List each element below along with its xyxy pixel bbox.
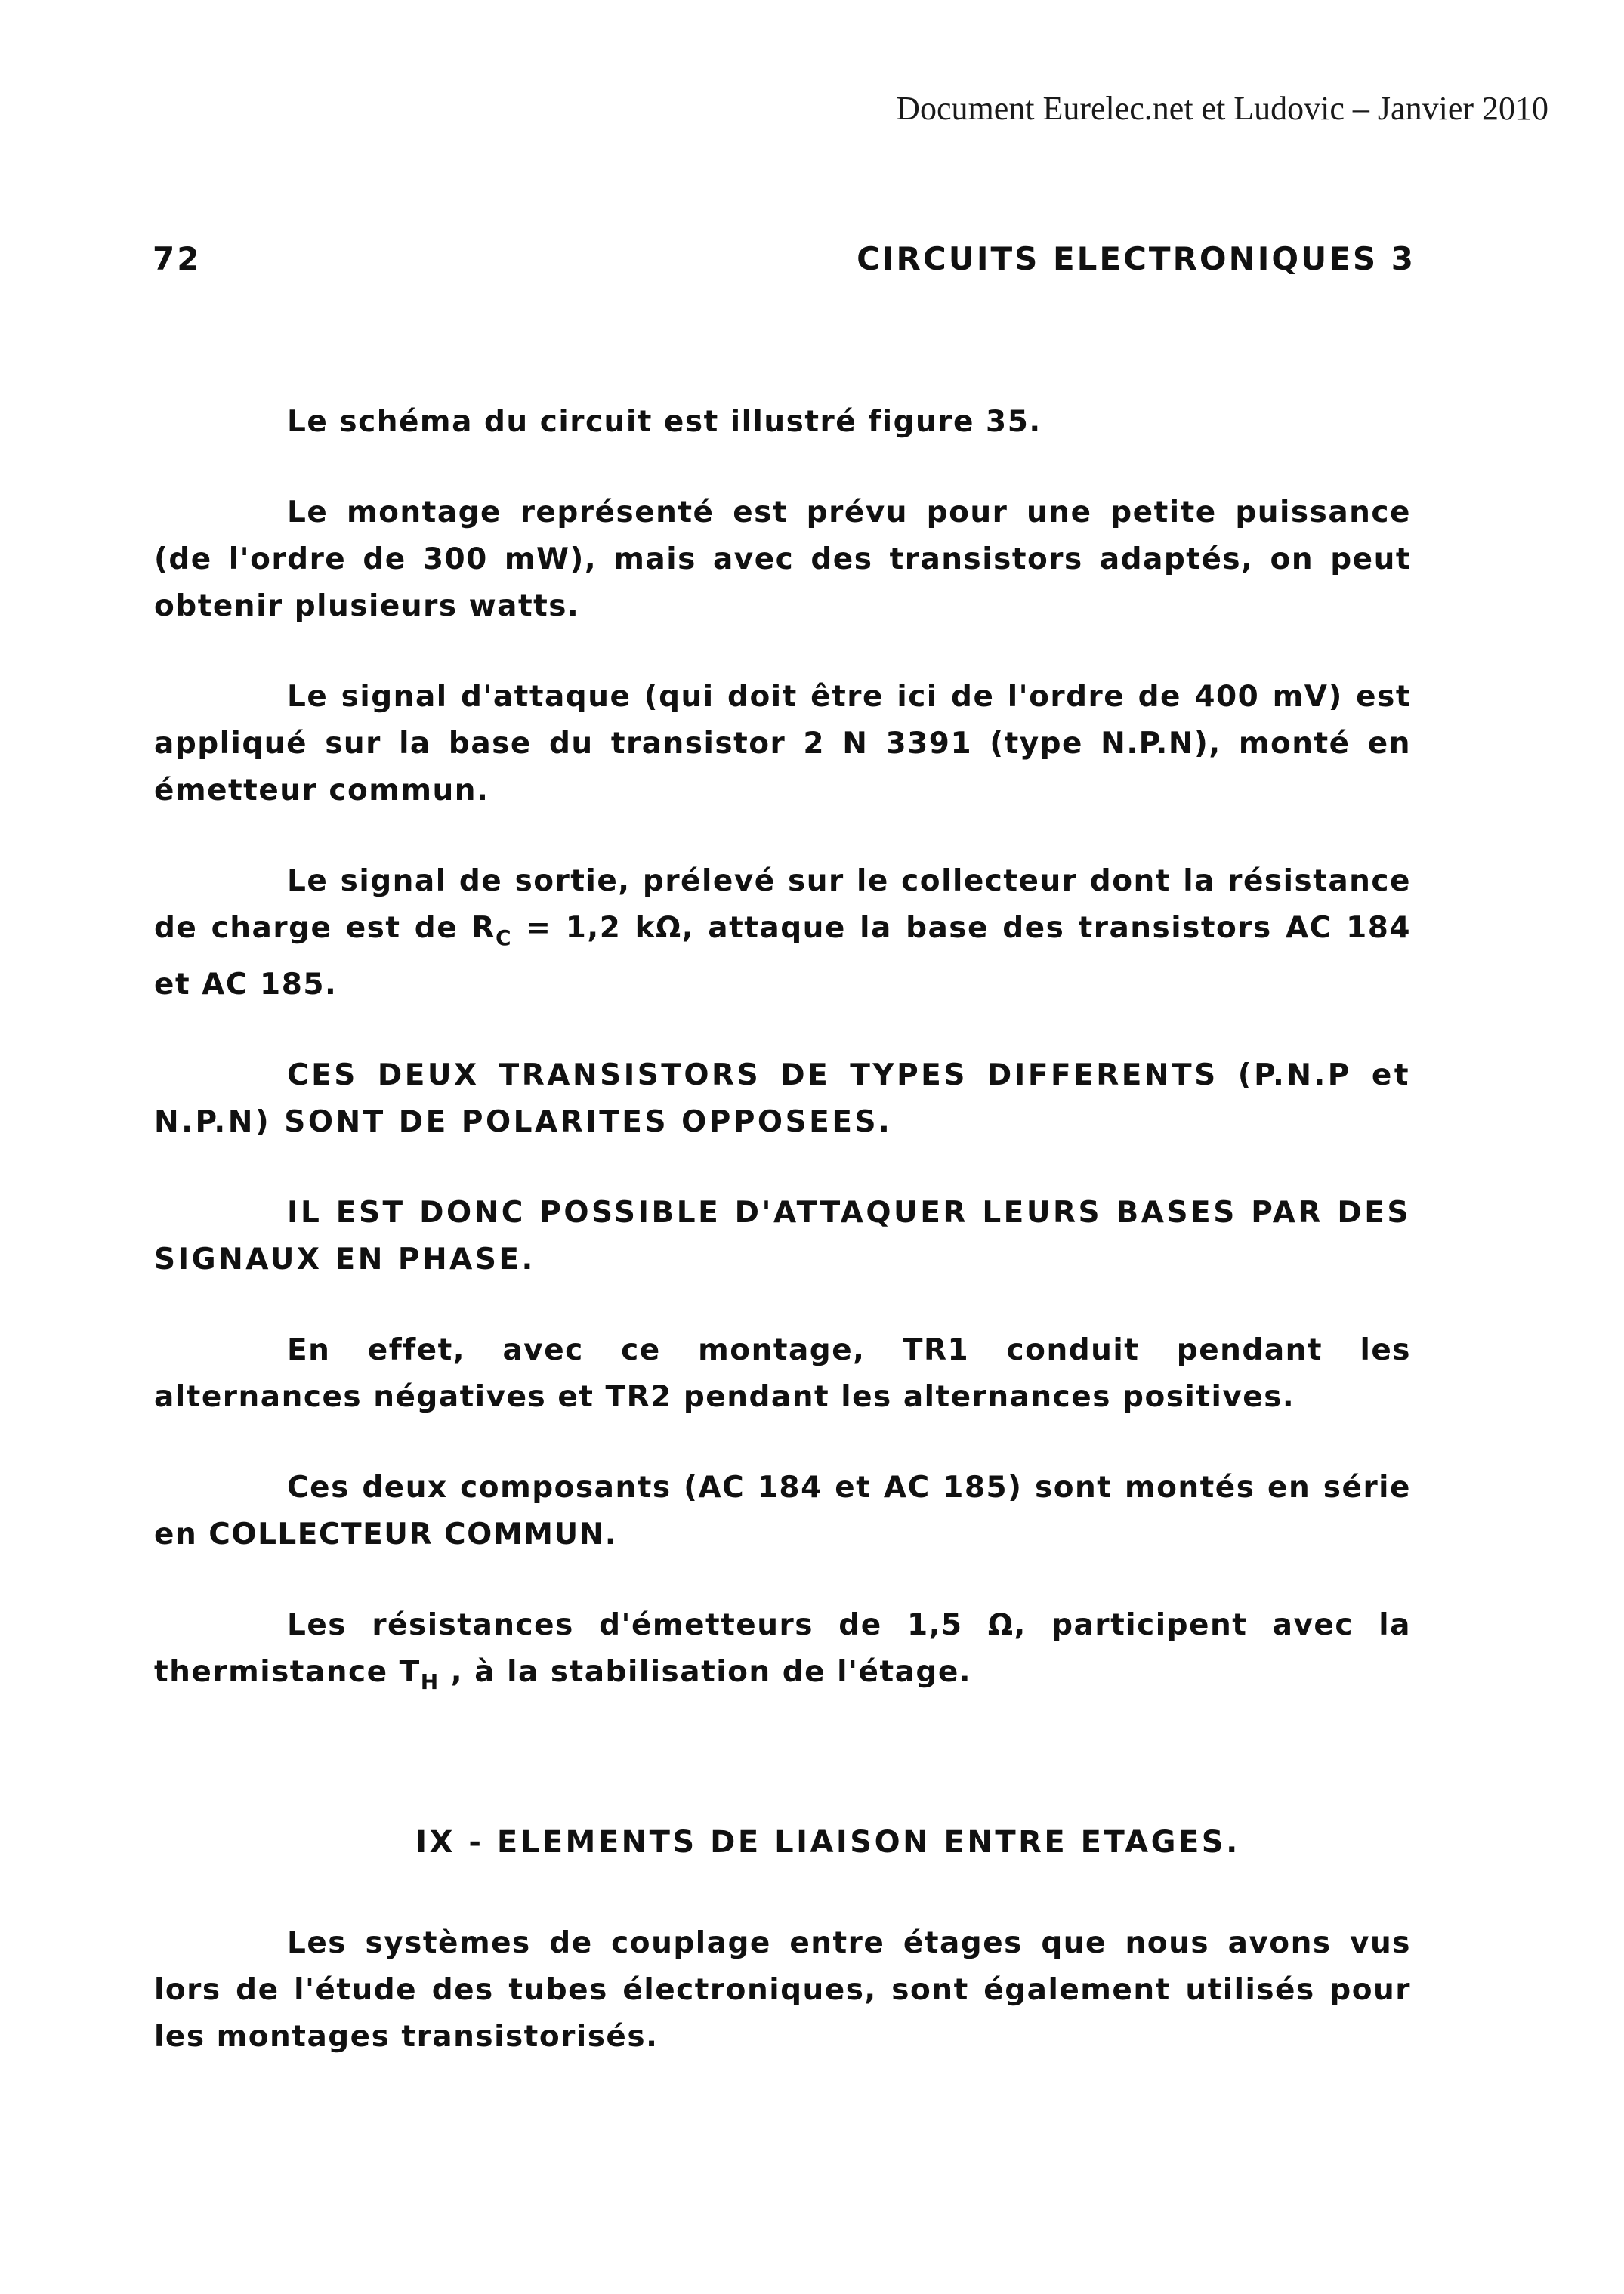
- document-source-note: Document Eurelec.net et Ludovic – Janvier 2010: [896, 90, 1548, 127]
- paragraph-stabilisation: [154, 1602, 1411, 1706]
- page-number: 72: [153, 240, 202, 277]
- rc-subscript: C: [495, 925, 513, 950]
- output-signal-text-end: = 1,2 kΩ, attaque la base des transistors AC 184 et AC 185.: [154, 911, 1411, 1002]
- section-heading: IX - ELEMENTS DE LIAISON ENTRE ETAGES.: [415, 1825, 1240, 1860]
- output-signal-text: Le signal de sortie, prélevé sur le collecteur dont la résistance de charge est de R: [154, 864, 1411, 945]
- paragraph-common-collector: Ces deux composants (AC 184 et AC 185) sont montés en série en COLLECTEUR COMMUN.: [154, 1471, 1411, 1551]
- stabilisation-text-end: , à la stabilisation de l'étage.: [439, 1655, 972, 1689]
- paragraph-opposite-polarities: CES DEUX TRANSISTORS DE TYPES DIFFERENTS (P.N.P et N.P.N) SONT DE POLARITES OPPOSEES.: [154, 1058, 1411, 1139]
- page-body: [154, 399, 1411, 2104]
- paragraph-coupling-systems: Les systèmes de couplage entre étages que nous avons vus lors de l'étude des tubes électroniques, sont également utilisés pour les montages transistorisés.: [154, 1926, 1411, 2054]
- paragraph-figure-reference: Le schéma du circuit est illustré figure 35.: [287, 405, 1042, 439]
- paragraph-input-signal: Le signal d'attaque (qui doit être ici de l'ordre de 400 mV) est appliqué sur la base du transistor 2 N 3391 (type N.P.N), monté en émetteur commun.: [154, 680, 1411, 807]
- paragraph-power-rating: Le montage représenté est prévu pour une petite puissance (de l'ordre de 300 mW), mais avec des transistors adaptés, on peut obtenir plusieurs watts.: [154, 496, 1411, 623]
- paragraph-output-signal: [154, 858, 1411, 1008]
- stabilisation-text: Les résistances d'émetteurs de 1,5 Ω, participent avec la thermistance T: [154, 1608, 1411, 1689]
- paragraph-phase-signals: IL EST DONC POSSIBLE D'ATTAQUER LEURS BASES PAR DES SIGNAUX EN PHASE.: [154, 1196, 1411, 1277]
- paragraph-conduction: En effet, avec ce montage, TR1 conduit pendant les alternances négatives et TR2 pendant les alternances positives.: [154, 1333, 1411, 1414]
- th-subscript: H: [420, 1669, 440, 1694]
- running-title: CIRCUITS ELECTRONIQUES 3: [857, 240, 1416, 277]
